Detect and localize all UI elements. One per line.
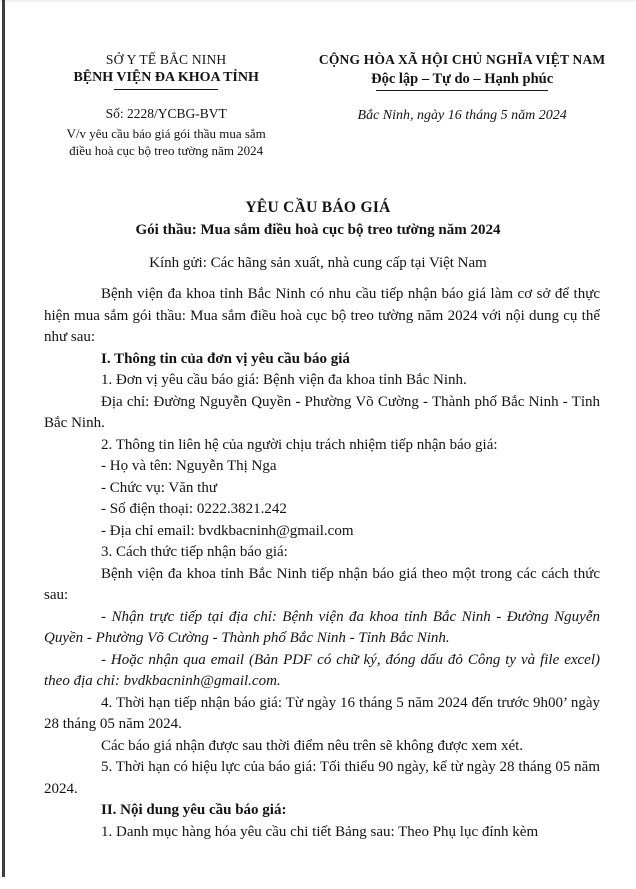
goods-list-line: 1. Danh mục hàng hóa yêu cầu chi tiết Bảng sau: Theo Phụ lục đính kèm (101, 823, 539, 840)
org-name: BỆNH VIỆN ĐA KHOA TỈNH (73, 70, 259, 85)
scan-edge-artifact-left (2, 0, 5, 877)
reception-direct-line: - Nhận trực tiếp tại địa chỉ: Bệnh viện đa khoa tỉnh Bắc Ninh - Đường Nguyễn Quyền - Phường Võ Cường - Thành phố Bắc Ninh - Tỉnh Bắc Ninh. (44, 608, 600, 646)
contact-phone-line: - Số điện thoại: 0222.3821.242 (101, 501, 287, 517)
document-number: Số: 2228/YCBG-BVT (105, 106, 227, 121)
national-title: CỘNG HÒA XÃ HỘI CHỦ NGHĨA VIỆT NAM (318, 52, 606, 67)
org-parent-name: SỞ Y TẾ BẮC NINH (105, 52, 227, 67)
document-subject: V/v yêu cầu báo giá gói thầu mua sắm điều hoà cục bộ treo tường năm 2024 (66, 126, 266, 158)
reception-email-line: - Hoặc nhận qua email (Bản PDF có chữ ký, đóng dấu đỏ Công ty và file excel) theo địa chỉ: bvdkbacninh@gmail.com. (44, 651, 600, 689)
place-and-date: Bắc Ninh, ngày 16 tháng 5 năm 2024 (357, 108, 567, 123)
address-line: Địa chỉ: Đường Nguyễn Quyền - Phường Võ Cường - Thành phố Bắc Ninh - Tỉnh Bắc Ninh. (44, 393, 600, 431)
scan-edge-artifact-top (0, 0, 636, 2)
title-block (0, 199, 636, 272)
document-subtitle: Gói thầu: Mua sắm điều hoà cục bộ treo tường năm 2024 (135, 222, 501, 238)
deadline-line: 4. Thời hạn tiếp nhận báo giá: Từ ngày 16 tháng 5 năm 2024 đến trước 9h00’ ngày 28 tháng 05 năm 2024. (44, 694, 600, 732)
document-body (44, 284, 600, 843)
validity-line: 5. Thời hạn có hiệu lực của báo giá: Tối thiểu 90 ngày, kể từ ngày 28 tháng 05 năm 2024. (44, 759, 600, 797)
reception-method-heading: 3. Cách thức tiếp nhận báo giá: (101, 544, 288, 560)
issuing-org-block (30, 52, 302, 159)
contact-email-line: - Địa chỉ email: bvdkbacninh@gmail.com (101, 522, 354, 539)
salutation-line: Kính gửi: Các hãng sản xuất, nhà cung cấp tại Việt Nam (149, 255, 487, 271)
document-header (0, 0, 636, 159)
section-2-heading: II. Nội dung yêu cầu báo giá: (101, 802, 287, 818)
contact-info-heading: 2. Thông tin liên hệ của người chịu trách nhiệm tiếp nhận báo giá: (101, 436, 498, 453)
reception-method-intro: Bệnh viện đa khoa tỉnh Bắc Ninh tiếp nhận báo giá theo một trong các cách thức sau: (44, 565, 600, 603)
requesting-unit-line: 1. Đơn vị yêu cầu báo giá: Bệnh viện đa khoa tỉnh Bắc Ninh. (101, 372, 467, 388)
motto-underline (376, 90, 548, 91)
contact-name-line: - Họ và tên: Nguyễn Thị Nga (101, 458, 277, 474)
intro-paragraph: Bệnh viện đa khoa tỉnh Bắc Ninh có nhu cầu tiếp nhận báo giá làm cơ sở để thực hiện mua sắm gói thầu: Mua sắm điều hoà cục bộ treo tường năm 2024 với nội dung cụ thể như sau: (44, 286, 600, 345)
document-title: YÊU CẦU BÁO GIÁ (245, 199, 391, 216)
national-header-block (302, 52, 622, 159)
contact-position-line: - Chức vụ: Văn thư (101, 479, 217, 496)
section-1-heading: I. Thông tin của đơn vị yêu cầu báo giá (101, 350, 350, 367)
national-motto: Độc lập – Tự do – Hạnh phúc (371, 71, 554, 87)
org-underline (114, 89, 218, 90)
late-quote-note: Các báo giá nhận được sau thời điểm nêu trên sẽ không được xem xét. (101, 737, 524, 754)
